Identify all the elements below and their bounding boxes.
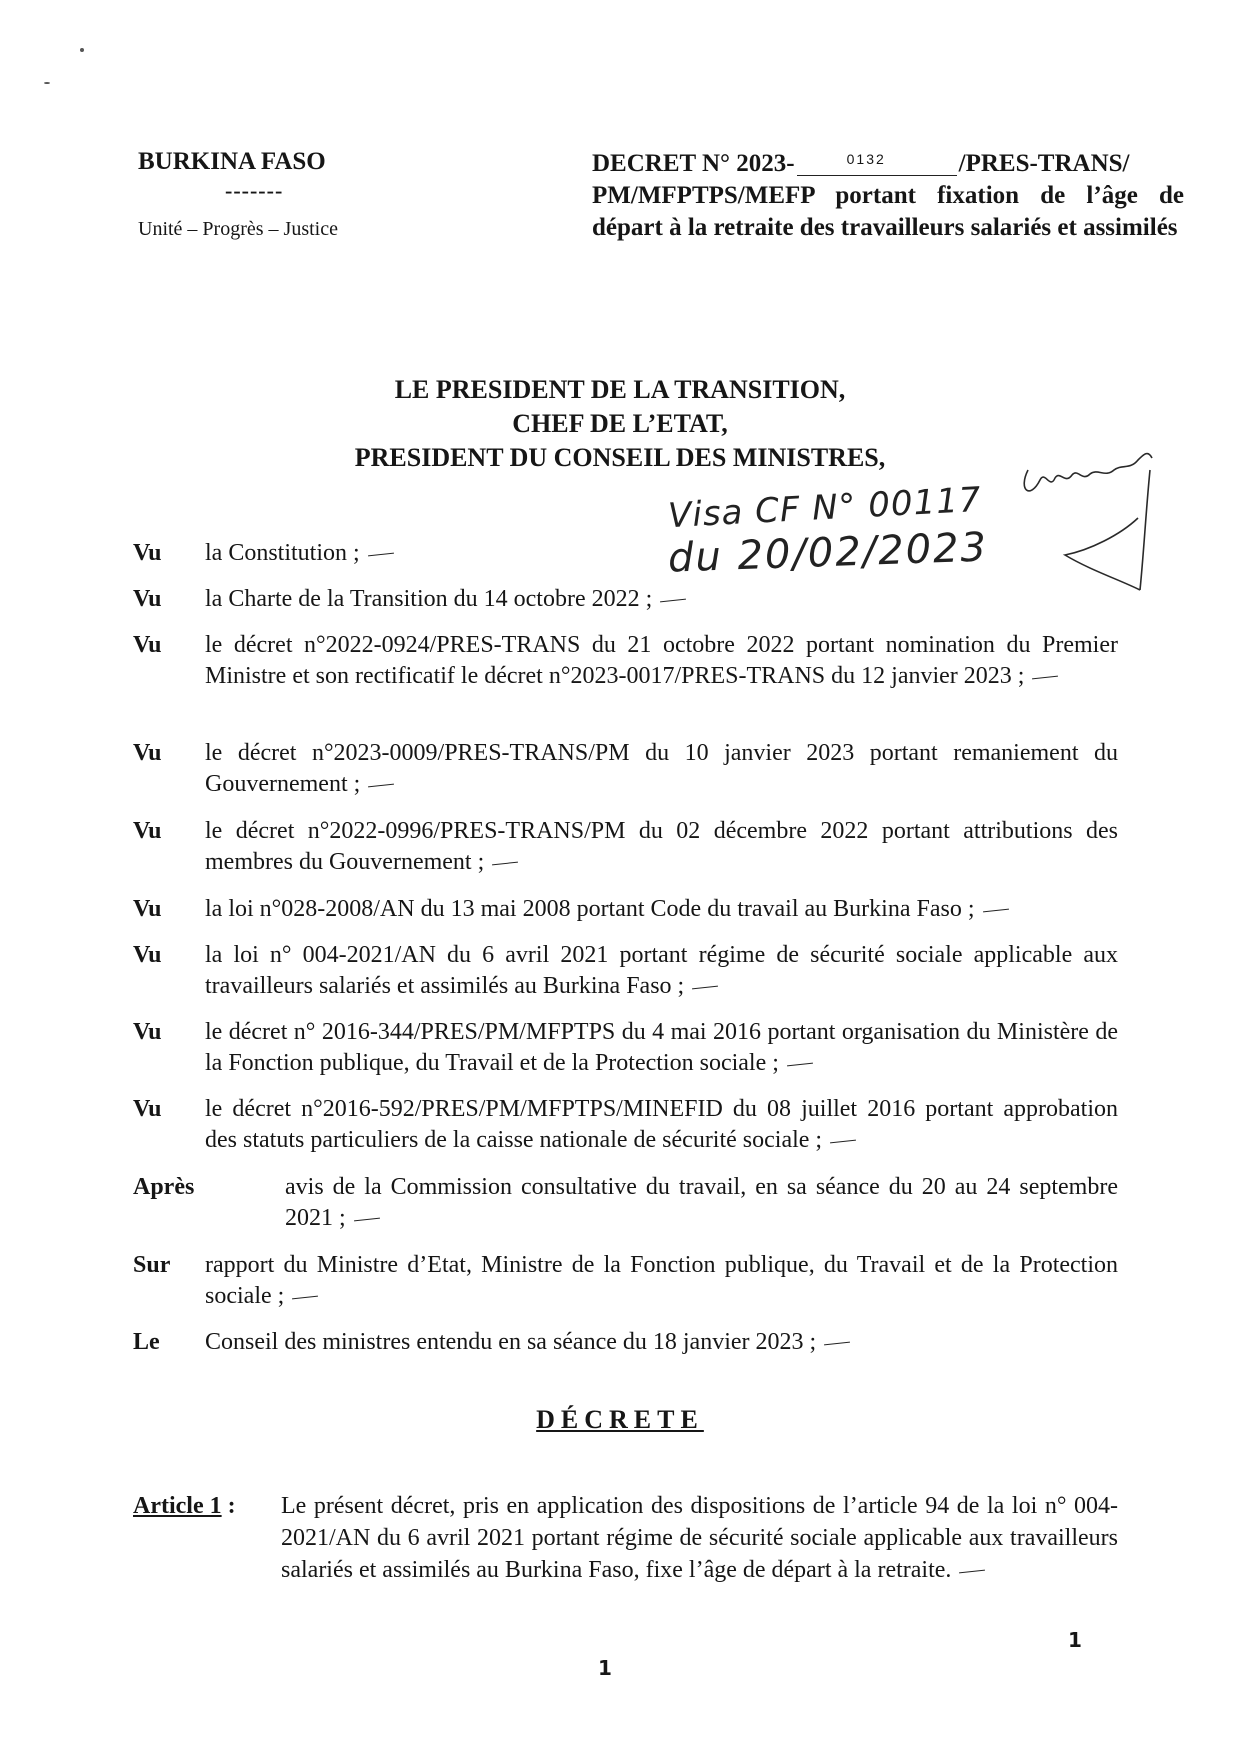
- consideration-row: [133, 630, 1118, 692]
- consideration-keyword: Vu: [133, 896, 162, 922]
- article-1-label: [133, 1490, 236, 1522]
- decree-number-field: [797, 151, 957, 176]
- decree-title-line1: [592, 148, 1184, 180]
- consideration-text: rapport du Ministre d’Etat, Ministre de la Fonction publique, du Travail et de la Protection sociale ;: [205, 1252, 1118, 1309]
- consideration-text: avis de la Commission consultative du travail, en sa séance du 20 au 24 septembre 2021 ;: [285, 1174, 1118, 1231]
- consideration-row: [133, 816, 1118, 878]
- consideration-text: le décret n°2022-0924/PRES-TRANS du 21 octobre 2022 portant nomination du Premier Ministre et son rectificatif le décret n°2023-0017/PRES-TRANS du 12 janvier 2023 ;: [205, 632, 1118, 689]
- handwritten-visa-line-2: du 20/02/2023: [667, 524, 989, 582]
- initial-mark: [292, 1296, 318, 1300]
- initial-mark: [983, 909, 1009, 913]
- consideration-row: [133, 894, 1118, 925]
- consideration-row: [133, 1250, 1118, 1312]
- initial-mark: [824, 1342, 850, 1346]
- consideration-text: la loi n° 004-2021/AN du 6 avril 2021 portant régime de sécurité sociale applicable aux travailleurs salariés et assimilés au Burkina Faso ;: [205, 942, 1118, 999]
- initial-mark: [492, 862, 518, 866]
- consideration-row: [133, 584, 1118, 615]
- national-motto: Unité – Progrès – Justice: [138, 218, 338, 240]
- decree-title: [592, 148, 1184, 244]
- consideration-keyword: Le: [133, 1329, 160, 1355]
- initial-mark: [692, 986, 718, 990]
- handwritten-signature: [1010, 430, 1170, 610]
- consideration-keyword: Sur: [133, 1252, 171, 1278]
- consideration-keyword: Vu: [133, 740, 162, 766]
- decrete-heading: [0, 1405, 1240, 1435]
- initial-mark: [368, 784, 394, 788]
- consideration-keyword: Après: [133, 1174, 195, 1200]
- consideration-text: le décret n° 2016-344/PRES/PM/MFPTPS du 4 mai 2016 portant organisation du Ministère de la Fonction publique, du Travail et de la Protection sociale ;: [205, 1019, 1118, 1076]
- handwritten-visa-line-1: Visa CF N° 00117: [667, 479, 983, 537]
- initial-mark: [368, 553, 394, 557]
- decree-number: 0132: [846, 151, 886, 167]
- scan-speck: [80, 48, 84, 52]
- page-number-right: 1: [1068, 1628, 1082, 1652]
- consideration-text: le décret n°2022-0996/PRES-TRANS/PM du 02 décembre 2022 portant attributions des membres du Gouvernement ;: [205, 818, 1118, 875]
- authority-line-1: LE PRESIDENT DE LA TRANSITION,: [394, 375, 846, 404]
- consideration-keyword: Vu: [133, 1096, 162, 1122]
- consideration-keyword: Vu: [133, 818, 162, 844]
- consideration-text: Conseil des ministres entendu en sa séance du 18 janvier 2023 ;: [205, 1329, 817, 1355]
- decree-prefix: DECRET N° 2023-: [592, 150, 795, 177]
- authority-line-2: CHEF DE L’ETAT,: [512, 409, 728, 438]
- initial-mark: [830, 1140, 856, 1144]
- consideration-row: [133, 940, 1118, 1002]
- header-separator: -------: [225, 178, 284, 203]
- scan-speck: [44, 82, 50, 84]
- consideration-text: la Constitution ;: [205, 540, 360, 566]
- country-name: BURKINA FASO: [138, 148, 326, 175]
- consideration-row: [133, 738, 1118, 800]
- consideration-text: le décret n°2016-592/PRES/PM/MFPTPS/MINEFID du 08 juillet 2016 portant approbation des statuts particuliers de la caisse nationale de sécurité sociale ;: [205, 1096, 1118, 1153]
- consideration-row: [133, 538, 1118, 569]
- authority-line-3: PRESIDENT DU CONSEIL DES MINISTRES,: [354, 443, 886, 472]
- initial-mark: [959, 1570, 985, 1574]
- consideration-row: [133, 1327, 1118, 1358]
- decree-title-rest: PM/MFPTPS/MEFP portant fixation de l’âge de départ à la retraite des travailleurs salariés et assimilés: [592, 182, 1184, 241]
- article-1-label-colon: :: [221, 1493, 236, 1519]
- consideration-text: la Charte de la Transition du 14 octobre 2022 ;: [205, 586, 653, 612]
- consideration-row: [133, 1017, 1118, 1079]
- consideration-keyword: Vu: [133, 540, 162, 566]
- article-1-text: Le présent décret, pris en application des dispositions de l’article 94 de la loi n° 004-2021/AN du 6 avril 2021 portant régime de sécurité sociale applicable aux travailleurs salariés et assimilés au Burkina Faso, fixe l’âge de départ à la retraite.: [281, 1493, 1118, 1583]
- consideration-row: [133, 1094, 1118, 1156]
- article-1-label-text: Article 1: [133, 1493, 222, 1519]
- decree-suffix: /PRES-TRANS/: [958, 150, 1130, 177]
- consideration-keyword: Vu: [133, 942, 162, 968]
- consideration-text: le décret n°2023-0009/PRES-TRANS/PM du 10 janvier 2023 portant remaniement du Gouvernement ;: [205, 740, 1118, 797]
- consideration-text: la loi n°028-2008/AN du 13 mai 2008 portant Code du travail au Burkina Faso ;: [205, 896, 975, 922]
- page-number-center: 1: [598, 1656, 612, 1680]
- consideration-keyword: Vu: [133, 632, 162, 658]
- initial-mark: [787, 1063, 813, 1067]
- consideration-keyword: Vu: [133, 1019, 162, 1045]
- initial-mark: [1032, 676, 1058, 680]
- consideration-keyword: Vu: [133, 586, 162, 612]
- initial-mark: [660, 599, 686, 603]
- decrete-heading-text: DÉCRETE: [536, 1405, 704, 1434]
- initial-mark: [354, 1218, 380, 1222]
- consideration-row: [133, 1172, 1118, 1234]
- article-1: [133, 1490, 1118, 1586]
